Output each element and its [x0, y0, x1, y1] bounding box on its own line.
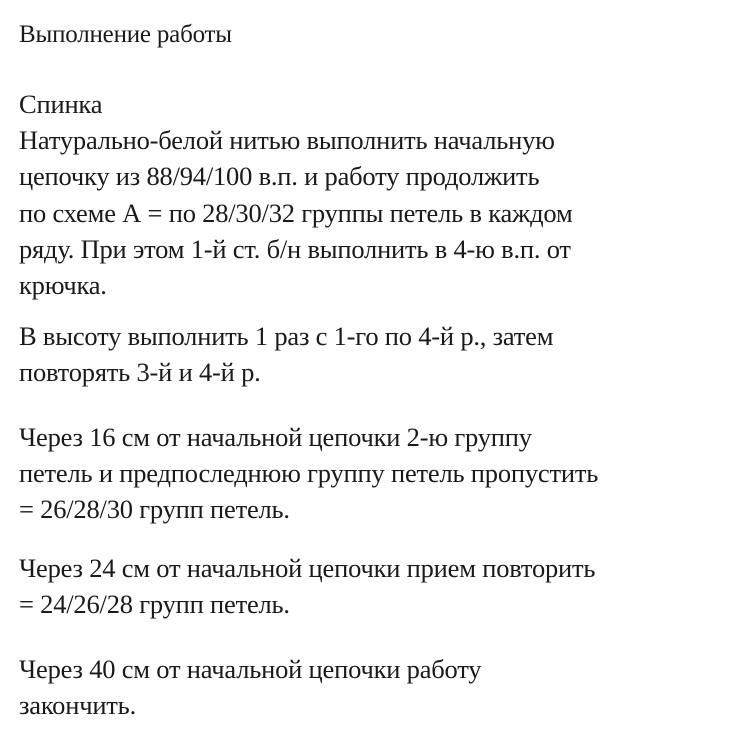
document-title: Выполнение работы: [19, 21, 232, 48]
text-line: Натурально-белой нитью выполнить начальную: [19, 125, 555, 156]
text-line: по схеме А = по 28/30/32 группы петель в каждом: [19, 197, 573, 228]
text-line: крючка.: [19, 270, 107, 301]
paragraph-back: [19, 86, 573, 303]
text-line: закончить.: [19, 690, 136, 721]
text-line: Через 24 см от начальной цепочки прием повторить: [19, 553, 596, 583]
paragraph-40cm: [19, 651, 481, 723]
text-line: ряду. При этом 1-й ст. б/н выполнить в 4-ю в.п. от: [19, 233, 571, 264]
text-line: цепочку из 88/94/100 в.п. и работу продолжить: [19, 161, 540, 192]
section-heading-back: Спинка: [19, 89, 103, 119]
text-line: = 24/26/28 групп петель.: [19, 589, 290, 620]
paragraph-height: [19, 318, 553, 390]
text-line: Через 40 см от начальной цепочки работу: [19, 654, 482, 684]
paragraph-16cm: [19, 419, 598, 528]
text-line: петель и предпоследнюю группу петель пропустить: [19, 458, 599, 489]
text-line: Через 16 см от начальной цепочки 2-ю группу: [19, 422, 532, 452]
paragraph-24cm: [19, 550, 595, 622]
text-line: повторять 3-й и 4-й р.: [19, 357, 261, 388]
text-line: В высоту выполнить 1 раз с 1-го по 4-й р., затем: [19, 321, 554, 351]
text-line: = 26/28/30 групп петель.: [19, 494, 290, 525]
